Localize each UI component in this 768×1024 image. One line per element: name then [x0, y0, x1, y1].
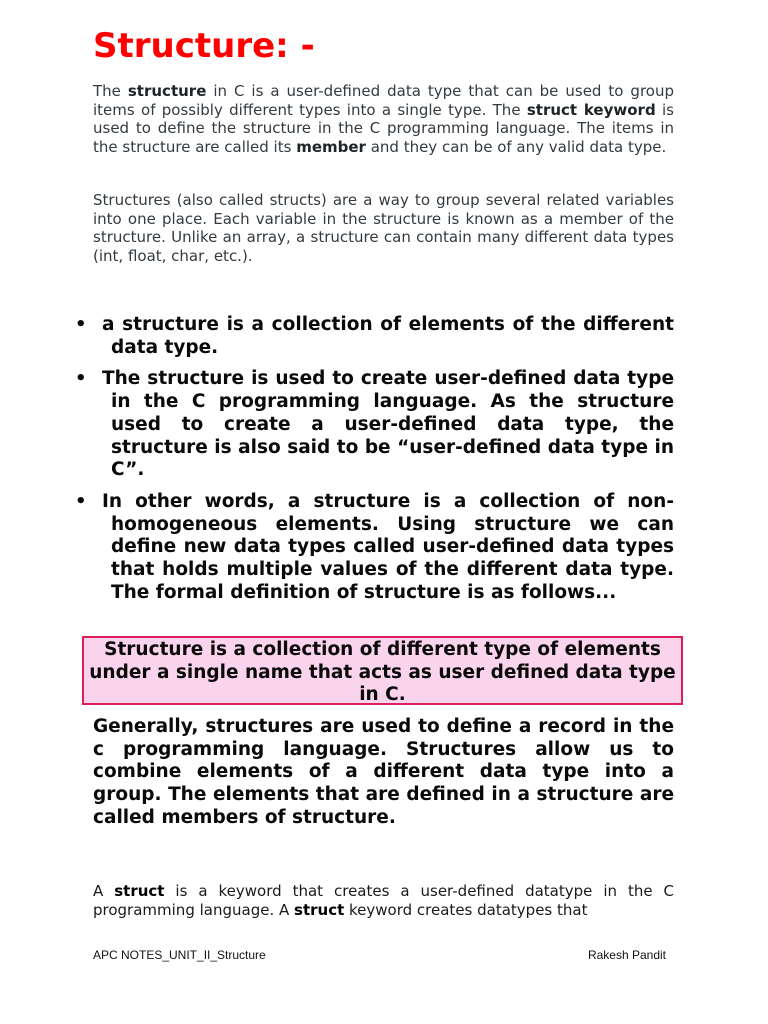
general-paragraph: Generally, structures are used to define a record in the c programming language. Structures allow us to combine elements of a different data type into a group. The elements that are defined in a structure are called members of structure. [93, 716, 674, 828]
structs-paragraph: Structures (also called structs) are a way to group several related variables into one place. Each variable in the structure is known as a member of the structure. Unlike an array, a structure can contain many different data types (int, float, char, etc.). [93, 191, 674, 265]
bullet-text: a structure is a collection of elements of the different data type. [102, 314, 674, 358]
bold-term: member [296, 137, 366, 156]
footer-author: Rakesh Pandit [587, 948, 666, 962]
definition-box: Structure is a collection of different type of elements under a single name that acts as user defined data type in C. [82, 636, 683, 705]
bullet-list [75, 314, 674, 613]
text-run: keyword creates datatypes that [344, 900, 588, 919]
page-title: Structure: - [93, 26, 315, 66]
bullet-icon: • [75, 490, 87, 512]
list-item [75, 491, 674, 605]
bullet-text: The structure is used to create user-defined data type in the C programming language. As the structure used to create a user-defined data type, the structure is also said to be “user-defined data type in C”. [102, 368, 674, 481]
text-run: and they can be of any valid data type. [365, 137, 667, 156]
bold-term: struct [114, 882, 165, 900]
footer-document-name: APC NOTES_UNIT_II_Structure [93, 948, 266, 962]
list-item [75, 314, 674, 359]
text-run: The [93, 82, 128, 100]
bold-term: struct [294, 900, 345, 919]
bullet-icon: • [75, 368, 87, 390]
struct-keyword-paragraph [93, 882, 674, 919]
intro-paragraph [93, 82, 674, 156]
list-item [75, 368, 674, 482]
bold-term: struct keyword [526, 100, 656, 119]
bold-term: structure [127, 82, 207, 100]
text-run: is a keyword that creates a user-defined datatype in the C programming language. A [93, 882, 674, 919]
text-run: in C is a user-defined data type that can be used to group items of possibly different types into a single type. The [93, 82, 674, 119]
bullet-text: In other words, a structure is a collection of non-homogeneous elements. Using structure we can define new data types called user-defined data types that holds multiple values of the different data type. The formal definition of structure is as follows... [102, 490, 674, 603]
text-run: A [93, 882, 115, 900]
text-run: is used to define the structure in the C programming language. The items in the structure are called its [93, 100, 674, 156]
bullet-icon: • [75, 314, 87, 335]
